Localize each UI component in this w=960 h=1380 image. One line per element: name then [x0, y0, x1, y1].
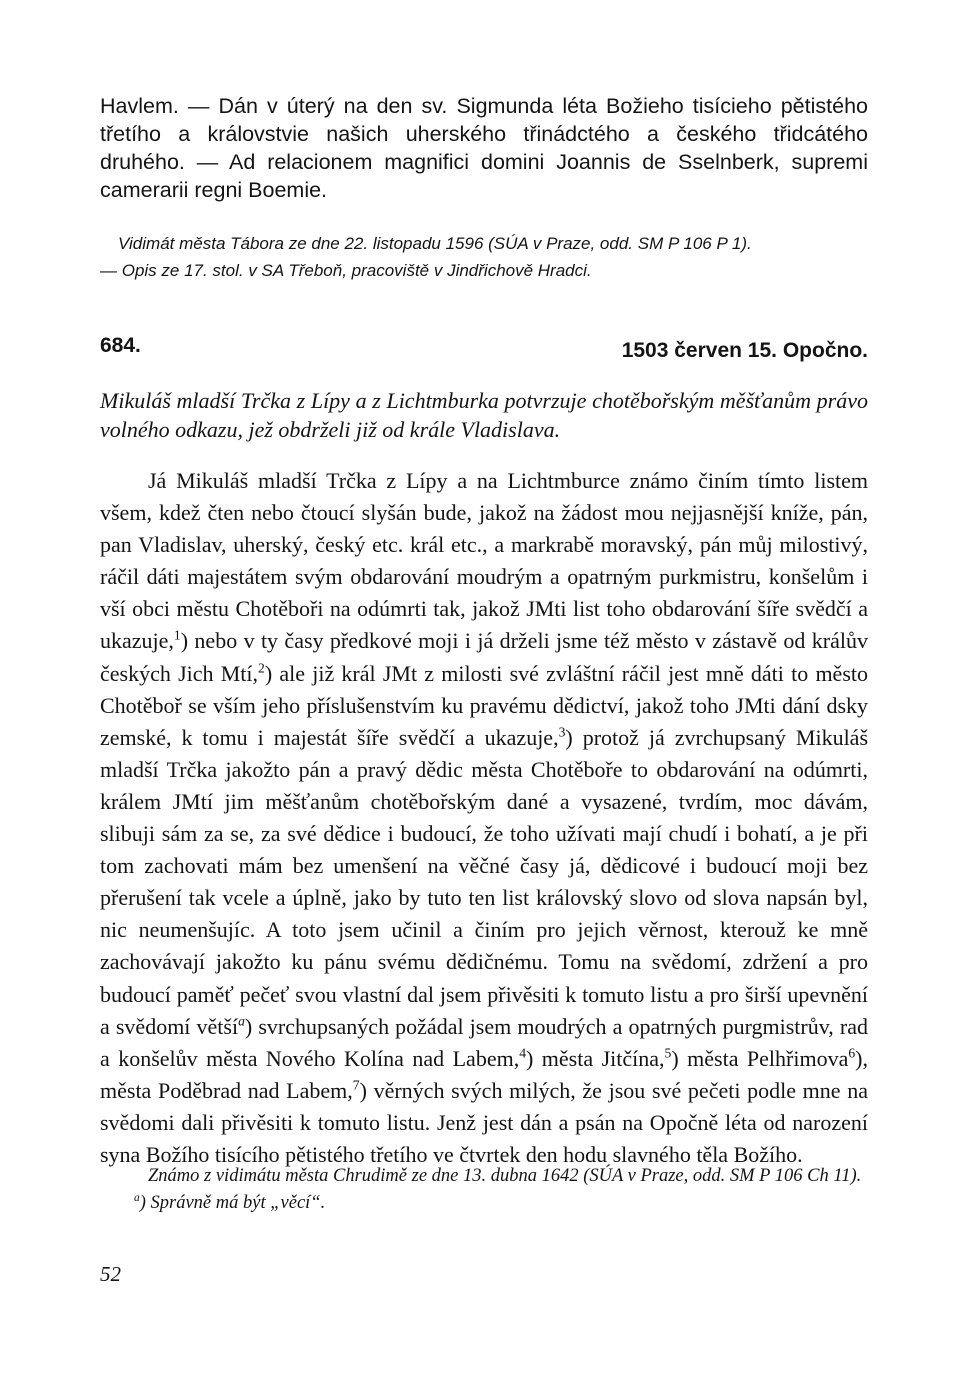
source-text: Známo z vidimátu města Chrudimě ze dne 13. dubna 1642 (SÚA v Praze, odd. SM P 106 Ch 11).: [148, 1166, 862, 1186]
footnote-ref-4: 4: [519, 1045, 527, 1061]
text-segment: ), města Poděbrad nad Labem,: [100, 1045, 868, 1103]
document-date-place: 1503 červen 15. Opočno.: [621, 339, 868, 362]
footnote-a-mark: a: [134, 1191, 140, 1204]
source-note: [100, 1163, 868, 1217]
footnote-ref-a: a: [238, 1013, 245, 1029]
text-segment: ) města Pelhřimova: [671, 1045, 849, 1071]
document-number: 684.: [100, 334, 141, 357]
main-text: [100, 465, 868, 1171]
text-segment: ) ale již král JMt z milosti své zvláštní ráčil jest mně dáti to město Chotěboř se vším jeho příslušenstvím ku pravému dědictví, jakož toho JMti dání dsky zemské, k tomu i majestát šíře svědčí a ukazuje,: [100, 660, 868, 750]
footnote-ref-5: 5: [664, 1045, 672, 1061]
footnote-ref-7: 7: [352, 1077, 360, 1093]
footnote-a-text: ) Správně má být „věcí“.: [139, 1193, 326, 1213]
text-segment: ) protož já zvrchupsaný Mikuláš mladší Trčka jakožto pán a pravý dědic města Chotěboře to obdarování na odúmrti, králem JMtí jim měšťanům chotěbořským dané a vysazené, tvrdím, moc dávám, slibuji sám za se, za své dědice i budoucí, že toho užívati mají chudí i bohatí, a je při tom zachovati mám bez umenšení na věčné časy já, dědicové i budoucí moji bez přerušení tak vcele a úplně, jako by tuto ten list královský slovo od slova napsán byl, nic neumenšujíc. A toto jsem učinil a činím pro jejich věrnost, kterouž ke mně zachovávají jakožto ku pánu svému dědičnému. Tomu na svědomí, zdržení a pro budoucí paměť pečeť svou vlastní dal jsem přivěsiti k tomuto listu a pro širší upevnění a svědomí větší: [100, 724, 869, 1039]
archival-note-line-2: — Opis ze 17. stol. v SA Třeboň, pracoviště v Jindřichově Hradci.: [100, 261, 592, 280]
text-segment: ) svrchupsaných požádal jsem moudrých a opatrných purgmistrův, rad a konšelův města Nového Kolína nad Labem,: [100, 1013, 868, 1071]
footnote-ref-1: 1: [173, 628, 181, 644]
footnote-ref-3: 3: [558, 724, 566, 740]
top-paragraph: Havlem. — Dán v úterý na den sv. Sigmunda léta Božieho tisícieho pětistého třetího a královstvie našich uherského třinádctého a českého třidcátého druhého. — Ad relacionem magnifici domini Joannis de Sselnberk, supremi camerarii regni Boemie.: [100, 94, 868, 202]
footnote-ref-6: 6: [848, 1045, 856, 1061]
archival-note: [100, 230, 868, 284]
page-number: 52: [100, 1262, 121, 1286]
text-segment: ) věrných svých milých, že jsou své pečeti podle mne na svědomi dali přivěsiti k tomuto listu. Jenž jest dán a psán na Opočně léta od narození syna Božího tisícího pětistého třetího ve čtvrtek den hodu slavného těla Božího.: [100, 1077, 868, 1167]
text-segment: ) nebo v ty časy předkové moji i já drželi jsme též město v zástavě od králův českých Jich Mtí,: [100, 628, 868, 686]
text-segment: ) města Jitčína,: [526, 1045, 665, 1071]
footnote-a: [100, 1190, 868, 1217]
text-segment: Já Mikuláš mladší Trčka z Lípy a na Lichtmburce známo činím tímto listem všem, kdež čten nebo čtoucí slyšán bude, jakož na žádost mou nejjasnější kníže, pán, pan Vladislav, uherský, český etc. král etc., a markrabě moravský, pán můj milostivý, ráčil dáti majestátem svým obdarování moudrým a opatrným purkmistru, konšelům i vší obci městu Chotěboři na odúmrti tak, jakož JMti list toho obdarování šíře svědčí a ukazuje,: [100, 468, 868, 654]
regest: Mikuláš mladší Trčka z Lípy a z Lichtmburka potvrzuje chotěbořským měšťanům právo volného odkazu, jež obdrželi již od krále Vladislava.: [100, 388, 868, 442]
footnote-ref-2: 2: [258, 660, 265, 676]
archival-note-line-1: Vidimát města Tábora ze dne 22. listopadu 1596 (SÚA v Praze, odd. SM P 106 P 1).: [118, 234, 752, 253]
